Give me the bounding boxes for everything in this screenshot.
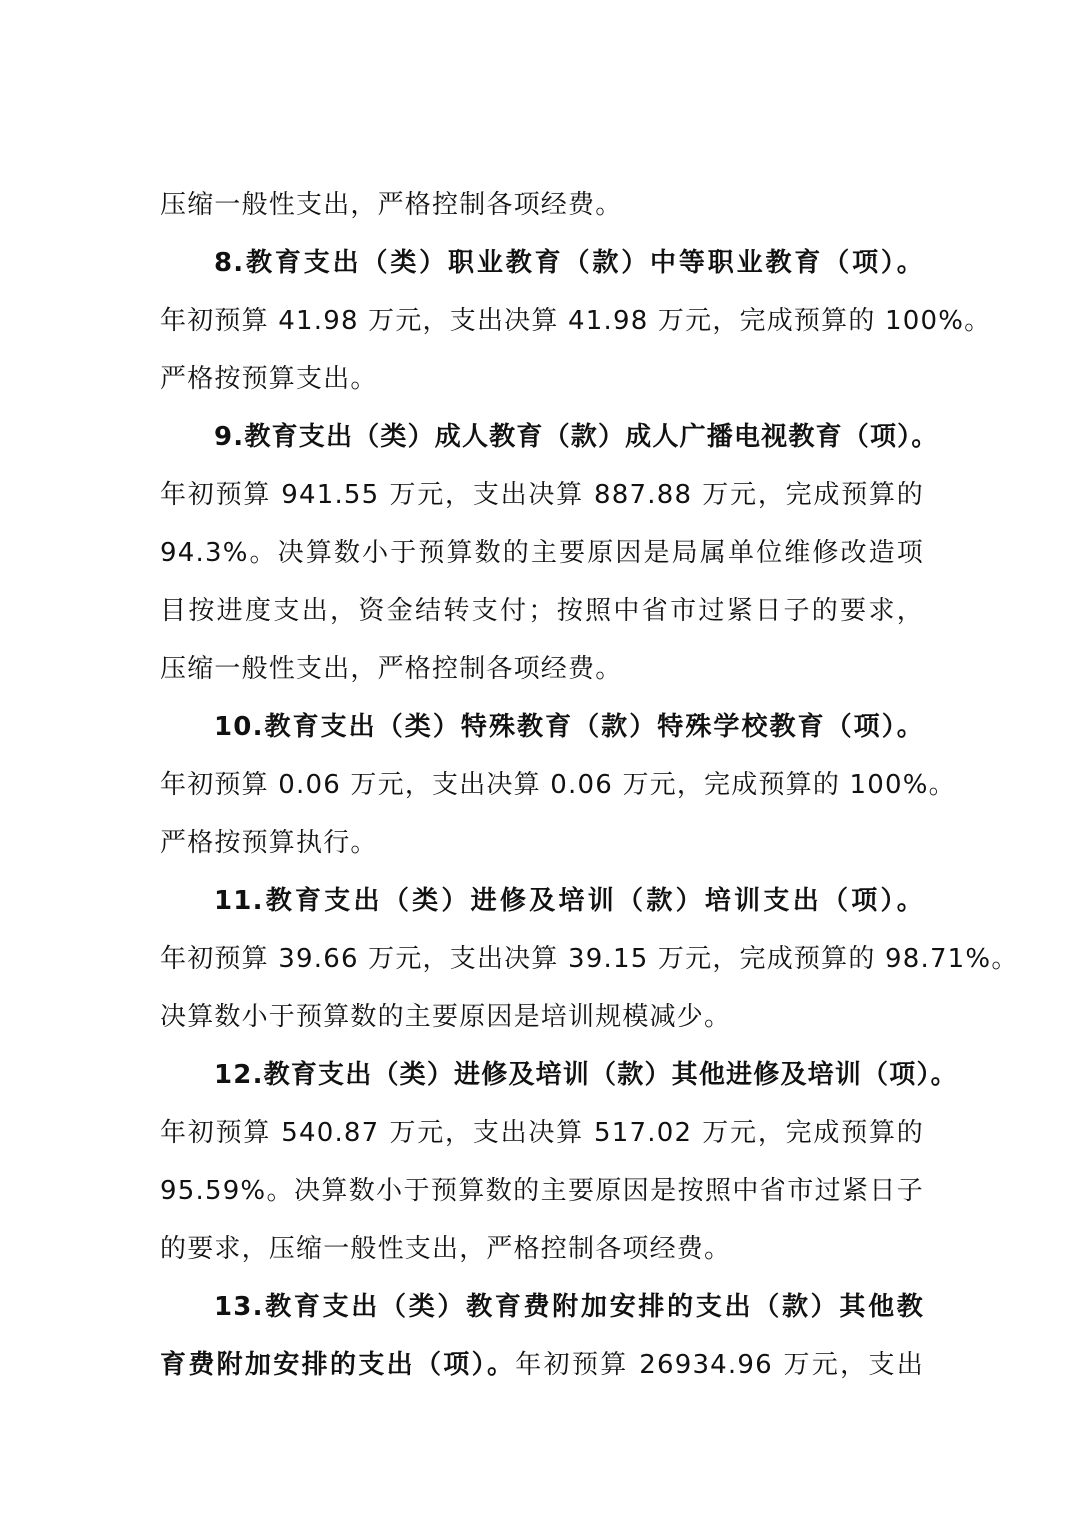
text-line: 严格按预算支出。 xyxy=(160,364,378,394)
text-line: 年初预算 41.98 万元，支出决算 41.98 万元，完成预算的 100%。 xyxy=(160,306,992,336)
text-line: 年初预算 941.55 万元，支出决算 887.88 万元，完成预算的 xyxy=(160,480,924,510)
item-11-heading: 11.教育支出（类）进修及培训（款）培训支出（项）。 xyxy=(214,886,924,916)
text-line: 94.3%。决算数小于预算数的主要原因是局属单位维修改造项 xyxy=(160,538,924,568)
item-13-heading-cont: 育费附加安排的支出（项）。 xyxy=(160,1350,516,1380)
item-9-heading: 9.教育支出（类）成人教育（款）成人广播电视教育（项）。 xyxy=(214,422,939,452)
text-line: 目按进度支出，资金结转支付；按照中省市过紧日子的要求， xyxy=(160,596,924,626)
item-8-heading: 8.教育支出（类）职业教育（款）中等职业教育（项）。 xyxy=(214,248,924,278)
text-line: 压缩一般性支出，严格控制各项经费。 xyxy=(160,190,623,220)
text-fragment: 年初预算 26934.96 万元，支出 xyxy=(515,1350,924,1380)
text-line: 年初预算 540.87 万元，支出决算 517.02 万元，完成预算的 xyxy=(160,1118,924,1148)
text-line xyxy=(160,1348,924,1382)
item-13-heading: 13.教育支出（类）教育费附加安排的支出（款）其他教 xyxy=(214,1292,924,1322)
item-12-heading: 12.教育支出（类）进修及培训（款）其他进修及培训（项）。 xyxy=(214,1060,958,1090)
text-line: 95.59%。决算数小于预算数的主要原因是按照中省市过紧日子 xyxy=(160,1176,924,1206)
item-10-heading: 10.教育支出（类）特殊教育（款）特殊学校教育（项）。 xyxy=(214,712,924,742)
text-line: 压缩一般性支出，严格控制各项经费。 xyxy=(160,654,623,684)
text-line: 年初预算 0.06 万元，支出决算 0.06 万元，完成预算的 100%。 xyxy=(160,770,956,800)
text-line: 的要求，压缩一般性支出，严格控制各项经费。 xyxy=(160,1234,732,1264)
text-line: 决算数小于预算数的主要原因是培训规模减少。 xyxy=(160,1002,732,1032)
text-line: 年初预算 39.66 万元，支出决算 39.15 万元，完成预算的 98.71%。 xyxy=(160,944,1019,974)
text-line: 严格按预算执行。 xyxy=(160,828,378,858)
